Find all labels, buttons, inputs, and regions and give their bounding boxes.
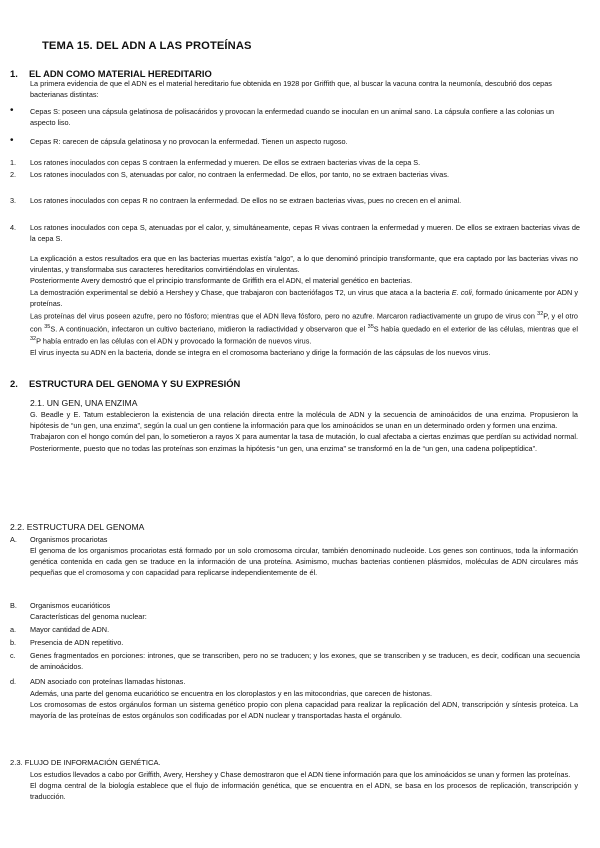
feature-text: Genes fragmentados en porciones: intrones, que se transcriben, pero no se traducen; y los exones, que se transcriben y se traducen, es decir, codifican una secuencia de aminoácidos. [30, 651, 580, 672]
subsection-2-1-heading: 2.1. UN GEN, UNA ENZIMA [30, 398, 138, 408]
isotope-symbol-s: S [50, 324, 56, 334]
experiment-number: 3. [10, 196, 17, 205]
experiment-text: Los ratones inoculados con cepas S contraen la enfermedad y mueren. De ellos se extraen bacterias vivas de la cepa S. [30, 158, 421, 167]
hongo-pan-text: Trabajaron con el hongo común del pan, lo sometieron a rayos X para aumentar la tasa de mutación, lo cual afectaba a ciertas enzimas que perdían su actividad normal. Posteriormente, puesto que no todas las proteínas son enzimas la hipótesis “un gen, una enzima” se transformó en la de “un gen, una cadena polipeptídica”. [30, 432, 578, 453]
section-2-title: ESTRUCTURA DEL GENOMA Y SU EXPRESIÓN [29, 378, 241, 389]
list-marker: B. [10, 601, 17, 610]
hershey-chase-text-c: , formado únicamente por ADN y proteínas. [30, 287, 578, 308]
bullet-marker: • [10, 135, 14, 146]
section-2-number: 2. [10, 378, 18, 389]
subsection-2-3-heading: 2.3. FLUJO DE INFORMACIÓN GENÉTICA. [10, 758, 161, 767]
experiment-number: 4. [10, 223, 17, 232]
section-1-title: EL ADN COMO MATERIAL HEREDITARIO [29, 68, 212, 79]
experiment-item [10, 157, 580, 169]
organelle-chromosome-text: Los cromosomas de estos orgánulos forman un sistema genético propio con plena capacidad para realizar la replicación del ADN, transcripción y síntesis proteica. La mayoría de las proteínas de estos orgánulos son codificadas por el ADN nuclear y transportadas hasta el orgánulo. [30, 700, 578, 721]
experiment-number: 2. [10, 170, 17, 179]
eucariotas-subtitle: Características del genoma nuclear: [30, 612, 147, 621]
hershey-chase-text-a: La demostración experimental se debió a Hershey y Chase, que trabajaron con bacteriófagos T2, un virus que ataca a la bacteria [30, 287, 452, 297]
bullet-cepas-s: Cepas S: poseen una cápsula gelatinosa de polisacáridos y provocan la enfermedad cuando se inoculan en un animal sano. La cápsula confiere a las colonias un aspecto liso. [30, 107, 555, 128]
experiment-number: 1. [10, 158, 17, 167]
section-2-heading [10, 378, 240, 389]
experiment-item [10, 169, 580, 193]
explanation-paragraph [30, 253, 578, 358]
experiment-item [10, 222, 580, 246]
isotope-symbol-s: S [373, 324, 379, 334]
avery-text: Posteriormente Avery demostró que el principio transformante de Griffith era el ADN, el material genético en bacterias. [30, 276, 413, 286]
isotope-symbol-p: P [36, 336, 41, 346]
subsection-2-2-heading: 2.2. ESTRUCTURA DEL GENOMA [10, 522, 145, 532]
virus-injection-text: El virus inyecta su ADN en la bacteria, donde se integra en el cromosoma bacteriano y dirige la formación de las cápsulas de los nuevos virus. [30, 347, 491, 357]
document-title: TEMA 15. DEL ADN A LAS PROTEÍNAS [42, 40, 252, 52]
genome-feature-item [10, 624, 580, 636]
isotope-mass-32: 32 [30, 336, 37, 343]
radioactive-text-e: había entrado en las células con el ADN y provocado la formación de nuevos virus. [40, 336, 312, 346]
procariotas-text: El genoma de los organismos procariotas está formado por un solo cromosoma circular, también denominado nucleoide. Los genes son continuos, toda la información genética contenida en cada gen se traduce en la información de una proteína. Asimismo, muchas bacterias contienen plásmidos, moléculas de ADN circulares más pequeñas que el cromosoma y con capacidad para replicarse independientemente de él. [30, 546, 578, 578]
experiment-text: Los ratones inoculados con cepas R no contraen la enfermedad. De ellos no se extraen bacterias vivas, pues no crecen en el animal. [30, 196, 462, 205]
radioactive-text-c: . A continuación, infectaron un cultivo bacteriano, midieron la radiactividad y observaron que el [55, 324, 368, 334]
radioactive-marking-text [30, 309, 578, 347]
procariotas-title: Organismos procariotas [30, 535, 108, 544]
isotope-mass-35: 35 [44, 323, 51, 330]
principio-transformante-text: La explicación a estos resultados era que en las bacterias muertas existía “algo”, a lo que denominó principio transformante, que era captado por las bacterias vivas no virulentas, y transformaba sus caracteres hereditarios convirtiéndolas en virulentas. [30, 254, 578, 275]
feature-text: Mayor cantidad de ADN. [30, 625, 110, 634]
griffith-avery-text: Los estudios llevados a cabo por Griffith, Avery, Hershey y Chase demostraron que el ADN tiene información para que los aminoácidos se unan y formen las proteínas. [30, 770, 571, 779]
section-1-intro: La primera evidencia de que el ADN es el material hereditario fue obtenida en 1928 por Griffith que, al buscar la vacuna contra la neumonía, descubrió dos cepas bacterianas distintas: [30, 79, 552, 100]
organelle-genome-text [30, 688, 578, 722]
beadle-tatum-text: G. Beadle y E. Tatum establecieron la existencia de una relación directa entre la molécula de ADN y la secuencia de aminoácidos de una enzima. Propusieron la hipótesis de “un gen, una enzima”, según la cual un gen contiene la información para que los aminoácidos se unan en un determinado orden y formen una enzima. [30, 410, 578, 431]
subsection-2-1-body [30, 409, 578, 454]
experiment-item [10, 195, 580, 219]
section-1-number: 1. [10, 68, 18, 79]
feature-text: ADN asociado con proteínas llamadas histonas. [30, 677, 186, 686]
radioactive-text-b: , y el otro con [30, 311, 578, 334]
experiment-text: Los ratones inoculados con cepa S, atenuadas por el calor, y, simultáneamente, cepas R vivas contraen la enfermedad y mueren. De ellos se extraen bacterias vivas de la cepa S. [30, 223, 580, 244]
list-marker: b. [10, 638, 17, 647]
bullet-marker: • [10, 105, 14, 116]
experiment-text: Los ratones inoculados con S, atenuadas por calor, no contraen la enfermedad. De ellos, por tanto, no se extraen bacterias vivas. [30, 170, 450, 179]
list-marker: d. [10, 677, 17, 686]
subsection-2-3-body [30, 769, 578, 803]
genome-feature-item [10, 650, 580, 674]
hershey-chase-text [30, 287, 578, 309]
dogma-central-text: El dogma central de la biología establece que el flujo de información genética, que se encuentra en el ADN, se basa en los procesos de replicación, transcripción y traducción. [30, 781, 578, 802]
ecoli-italic: E. coli [451, 287, 472, 297]
cloroplastos-text: Además, una parte del genoma eucariótico se encuentra en los cloroplastos y en las mitocondrias, que carecen de histonas. [30, 689, 432, 698]
isotope-mass-35: 35 [367, 323, 374, 330]
list-marker: a. [10, 625, 17, 634]
isotope-symbol-p: P [543, 311, 548, 321]
radioactive-text-d: había quedado en el exterior de las células, mientras que el [378, 324, 578, 334]
eucariotas-title: Organismos eucarióticos [30, 601, 111, 610]
feature-text: Presencia de ADN repetitivo. [30, 638, 124, 647]
list-marker: A. [10, 535, 17, 544]
genome-feature-item [10, 676, 580, 688]
bullet-cepas-r: Cepas R: carecen de cápsula gelatinosa y no provocan la enfermedad. Tienen un aspecto rugoso. [30, 137, 348, 146]
genome-feature-item [10, 637, 580, 649]
radioactive-text-a: Las proteínas del virus poseen azufre, pero no fósforo; mientras que el ADN lleva fósforo, pero no azufre. Marcaron radiactivamente un grupo de virus con [30, 311, 538, 321]
list-marker: c. [10, 651, 16, 660]
isotope-mass-32: 32 [537, 311, 544, 318]
